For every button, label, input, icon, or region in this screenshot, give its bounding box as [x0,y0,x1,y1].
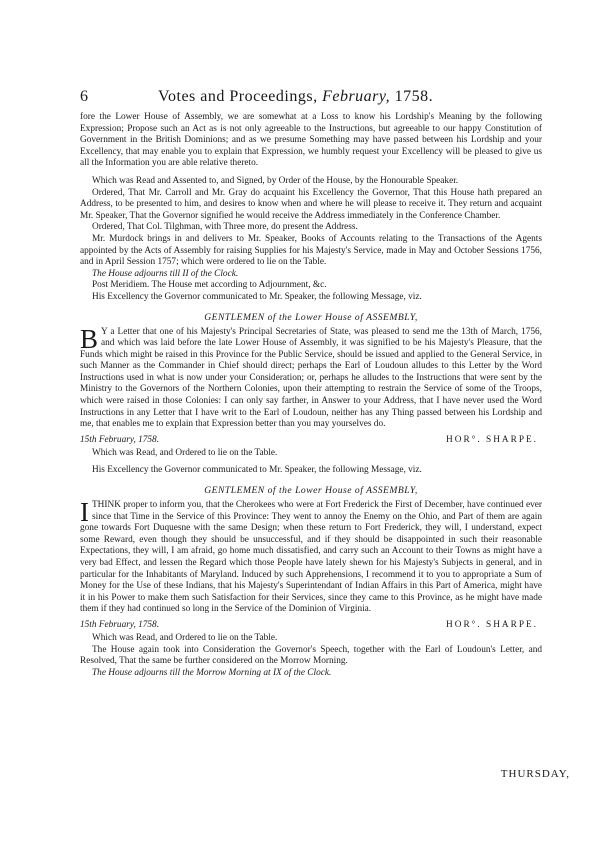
message2-body: ITHINK proper to inform you, that the Cherokees who were at Fort Frederick the First of December, have continued ever since that Time in the Service of this Province: They went to annoy the Enemy on the Ohio, and Part of them are again gone towards Fort Duquesne with the same Design; when these return to Fort Frederick, they will, I understand, expect some Reward, even though they should be unsuccessful, and if they should be disappointed in such their reasonable Expectations, they will, I am afraid, go home much dissatisfied, and carry such an Account to their Towns as might have a very bad Effect, and lessen the Regard which those People have lately shewn for his Majesty's Subjects in general, and in particular for the Inhabitants of Maryland. Induced by such Apprehensions, I recommend it to you to appropriate a Sum of Money for the Use of these Indians, that his Majesty's Superintendant of Indian Affairs in this Part of America, might have it in his Power to make them such Satisfaction for their Services, since they came to this Province, as he might have made them if they had continued so long in the Service of the Dominion of Virginia. [80,497,542,615]
paragraph-continuation: fore the Lower House of Assembly, we are somewhat at a Loss to know his Lordship's Meaning by the following Expression; Propose such an Act as is not only agreeable to the Instructions, but agreeable to our happy Constitution of Government in the British Dominions; and as we presume Something may have passed between his Lordship and your Excellency, that may enable you to explain that Expression, we humbly request your Excellency will be pleased to give us all the Information you are able relative thereto. [80,112,542,169]
message2-salutation: GENTLEMEN of the Lower House of ASSEMBLY, [204,485,418,497]
page-number: 6 [80,88,89,105]
paragraph-ordered-tilghman: Ordered, That Col. Tilghman, with Three more, do present the Address. [92,222,358,233]
paragraph-ordered-carroll: Ordered, That Mr. Carroll and Mr. Gray do acquaint his Excellency the Governor, That this House hath prepared an Address, to be presented to him, and desires to know when and where he will please to receive it. They return and acquaint Mr. Speaker, That the Governor signified he would receive the Address immediately in the Conference Chamber. [80,187,542,221]
running-header [80,88,542,106]
message1-body: B Y a Letter that one of his Majesty's Principal Secretaries of State, was pleased to send me the 13th of March, 1756, and which was laid before the late Lower House of Assembly, it was signified to be his Majesty's Pleasure, that the Funds which might be raised in this Province for the Public Service, should be issued and applied to the General Service, in such Manner as the Commander in Chief should direct; perhaps the Earl of Loudoun alludes to this Letter by the Word Instructions used in what is now under your Consideration; or, perhaps he alludes to the Instructions that were sent by the Ministry to the Governors of the Northern Colonies, upon their attempting to restrain the Service of some of the Troops, which were raised in those Colonies: I can only say farther, in Answer to your Address, that I have never used the Word Instructions in any Letter that I have writ to the Earl of Loudoun, neither has any Thing passed between his Lordship and me, that enables me to explain that Expression better than you may yourselves do. [80,323,542,430]
header-title: Votes and Proceedings, February, 1758. [158,88,434,105]
message2-signature: HOR°. SHARPE. [446,619,538,630]
message2-after: Which was Read, and Ordered to lie on the Table. [92,632,278,643]
message1-dropcap: B [80,323,99,354]
paragraph-reconsider: The House again took into Consideration the Governor's Speech, together with the Earl of Loudoun's Letter, and Resolved, That the same be further considered on the Morrow Morning. [80,644,542,667]
paragraph-message2-intro: His Excellency the Governor communicated to Mr. Speaker, the following Message, viz. [92,465,422,476]
catchword: THURSDAY, [500,768,570,780]
paragraph-murdock: Mr. Murdock brings in and delivers to Mr. Speaker, Books of Accounts relating to the Transactions of the Agents appointed by the Acts of Assembly for raising Supplies for his Majesty's Service, made in May and October Sessions 1756, and in April Session 1757; which were ordered to lie on the Table. [80,233,542,268]
message1-date: 15th February, 1758. [80,434,160,445]
paragraph-adjourn: The House adjourns till II of the Clock. [92,268,239,279]
message1-after: Which was Read, and Ordered to lie on the Table. [92,447,278,458]
message2-signature-line [80,620,542,630]
message1-salutation: GENTLEMEN of the Lower House of ASSEMBLY, [204,311,418,323]
message2-dropcap: I [80,497,89,528]
message2-date: 15th February, 1758. [80,619,160,630]
paragraph-adjourn-morrow: The House adjourns till the Morrow Morning at IX of the Clock. [92,667,332,678]
header-year: 1758. [394,88,434,105]
header-month: February, [322,88,391,105]
message1-signature-line [80,435,542,445]
paragraph-post-meridiem: Post Meridiem. The House met according to Adjournment, &c. [92,280,327,291]
message1-signature: HOR°. SHARPE. [446,434,538,445]
paragraph-message-intro: His Excellency the Governor communicated to Mr. Speaker, the following Message, viz. [92,291,422,302]
paragraph-assent: Which was Read and Assented to, and Signed, by Order of the House, by the Honourable Speaker. [92,175,459,186]
